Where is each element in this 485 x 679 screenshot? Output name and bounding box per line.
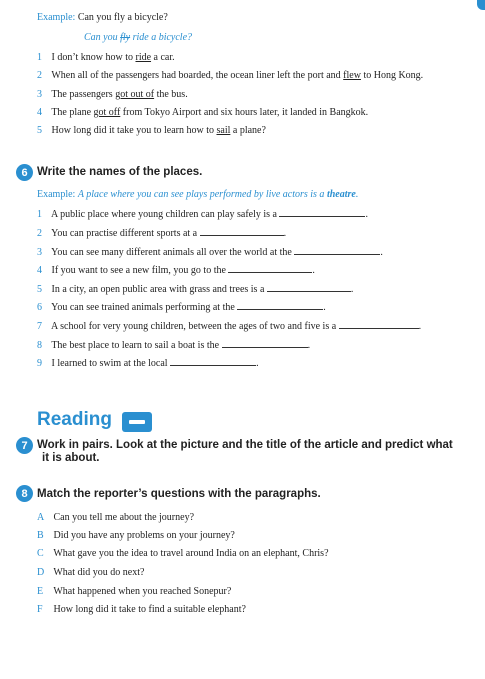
ex8-item-e <box>37 586 231 598</box>
ex6-item-7: 7 A school for very young children, between the ages of two and five is a . <box>37 321 422 332</box>
example-answer-prefix: Can you <box>84 32 118 43</box>
item-text-before: The plane <box>51 107 92 118</box>
ex5-item-1 <box>37 52 175 64</box>
ex8-item-a <box>37 512 194 524</box>
item-text-before: How long did it take you to learn how to <box>51 125 214 136</box>
item-number: 3 <box>37 247 42 258</box>
item-text-after: a plane? <box>232 125 266 136</box>
answer-blank[interactable] <box>267 283 351 292</box>
exercise-7-line-1: Work in pairs. Look at the picture and the title of the article and predict what <box>37 439 453 451</box>
exercise-6-badge: 6 <box>16 164 33 181</box>
example-answer-line <box>84 32 192 44</box>
answer-blank[interactable] <box>237 301 323 310</box>
item-letter: D <box>37 567 45 578</box>
item-text: If you want to see a new film, you go to the <box>51 265 226 276</box>
item-text-after: from Tokyo Airport and six hours later, it landed in Bangkok. <box>122 107 369 118</box>
ex6-item-3: 3 You can see many different animals all over the world at the . <box>37 247 383 258</box>
example-question-line <box>37 12 168 24</box>
ex6-item-6: 6 You can see trained animals performing at the . <box>37 302 326 313</box>
item-text: What gave you the idea to travel around India on an elephant, Chris? <box>53 548 329 559</box>
item-text: You can practise different sports at a <box>51 228 198 239</box>
exercise-7-badge: 7 <box>16 437 33 454</box>
item-text-after: a car. <box>153 52 175 63</box>
item-text: What happened when you reached Sonepur? <box>53 586 232 597</box>
item-text: A public place where young children can play safely is a <box>50 209 277 220</box>
item-text-before: I don’t know how to <box>51 52 133 63</box>
item-text-after: to Hong Kong. <box>363 70 424 81</box>
item-text: You can see many different animals all over the world at the <box>51 247 292 258</box>
exercise-7-line-2: it is about. <box>42 452 100 464</box>
item-number: 1 <box>37 52 42 63</box>
ex5-item-5 <box>37 125 266 137</box>
item-text: Did you have any problems on your journey? <box>53 530 235 541</box>
item-letter: E <box>37 586 44 597</box>
item-text: I learned to swim at the local <box>51 358 168 369</box>
ex8-item-f <box>37 604 246 616</box>
ex6-item-5: 5 In a city, an open public area with grass and trees is a . <box>37 284 354 295</box>
answer-blank[interactable] <box>294 246 380 255</box>
item-underlined: got off <box>93 107 121 118</box>
item-underlined: sail <box>216 125 231 136</box>
ex8-item-c <box>37 548 329 560</box>
ex5-item-2 <box>37 70 423 82</box>
item-text-after: the bus. <box>156 89 188 100</box>
example-end: . <box>355 189 359 200</box>
item-text-before: When all of the passengers had boarded, the ocean liner left the port and <box>51 70 341 81</box>
item-number: 3 <box>37 89 42 100</box>
item-number: 6 <box>37 302 42 313</box>
example-answer-struck: fly <box>120 32 131 43</box>
exercise-8-title: Match the reporter’s questions with the paragraphs. <box>37 488 321 500</box>
example-answer: theatre <box>326 189 356 200</box>
example-answer-suffix: ride a bicycle? <box>132 32 193 43</box>
answer-blank[interactable] <box>228 264 312 273</box>
answer-blank[interactable] <box>279 208 365 217</box>
item-letter: A <box>37 512 45 523</box>
item-text: What did you do next? <box>53 567 145 578</box>
item-text: The best place to learn to sail a boat is the <box>51 340 220 351</box>
answer-blank[interactable] <box>339 320 419 329</box>
item-text-before: The passengers <box>51 89 113 100</box>
item-letter: F <box>37 604 43 615</box>
item-number: 4 <box>37 265 42 276</box>
reading-heading: Reading <box>37 409 112 430</box>
example-question: Can you fly a bicycle? <box>77 12 168 23</box>
example-label: Example: <box>37 189 76 200</box>
item-text: A school for very young children, between the ages of two and five is a <box>50 321 337 332</box>
ex5-item-4 <box>37 107 368 119</box>
item-underlined: ride <box>135 52 152 63</box>
ex6-item-1: 1 A public place where young children can play safely is a . <box>37 209 368 220</box>
corner-tab <box>477 0 485 10</box>
item-number: 2 <box>37 228 42 239</box>
answer-blank[interactable] <box>222 339 308 348</box>
item-underlined: got out of <box>115 89 155 100</box>
item-text: You can see trained animals performing at the <box>51 302 235 313</box>
item-number: 9 <box>37 358 42 369</box>
ex6-item-2: 2 You can practise different sports at a . <box>37 228 287 239</box>
ex6-example <box>37 189 358 201</box>
item-text: How long did it take to find a suitable elephant? <box>53 604 246 615</box>
item-number: 7 <box>37 321 42 332</box>
ex8-item-d <box>37 567 144 579</box>
audio-track-icon <box>122 412 152 432</box>
item-text: In a city, an open public area with grass and trees is a <box>51 284 265 295</box>
example-text: A place where you can see plays performed by live actors is a <box>77 189 325 200</box>
item-underlined: flew <box>343 70 361 81</box>
ex6-item-8: 8 The best place to learn to sail a boat is the . <box>37 340 311 351</box>
exercise-6-title: Write the names of the places. <box>37 166 203 178</box>
ex6-item-9: 9 I learned to swim at the local . <box>37 358 259 369</box>
item-letter: B <box>37 530 44 541</box>
answer-blank[interactable] <box>200 227 284 236</box>
ex8-item-b <box>37 530 235 542</box>
item-number: 1 <box>37 209 42 220</box>
ex5-item-3 <box>37 89 188 101</box>
ex6-item-4: 4 If you want to see a new film, you go to the . <box>37 265 315 276</box>
item-number: 2 <box>37 70 42 81</box>
item-letter: C <box>37 548 44 559</box>
item-number: 5 <box>37 284 42 295</box>
item-number: 8 <box>37 340 42 351</box>
answer-blank[interactable] <box>170 357 256 366</box>
example-label: Example: <box>37 12 76 23</box>
item-text: Can you tell me about the journey? <box>53 512 195 523</box>
item-number: 4 <box>37 107 42 118</box>
item-number: 5 <box>37 125 42 136</box>
exercise-8-badge: 8 <box>16 485 33 502</box>
